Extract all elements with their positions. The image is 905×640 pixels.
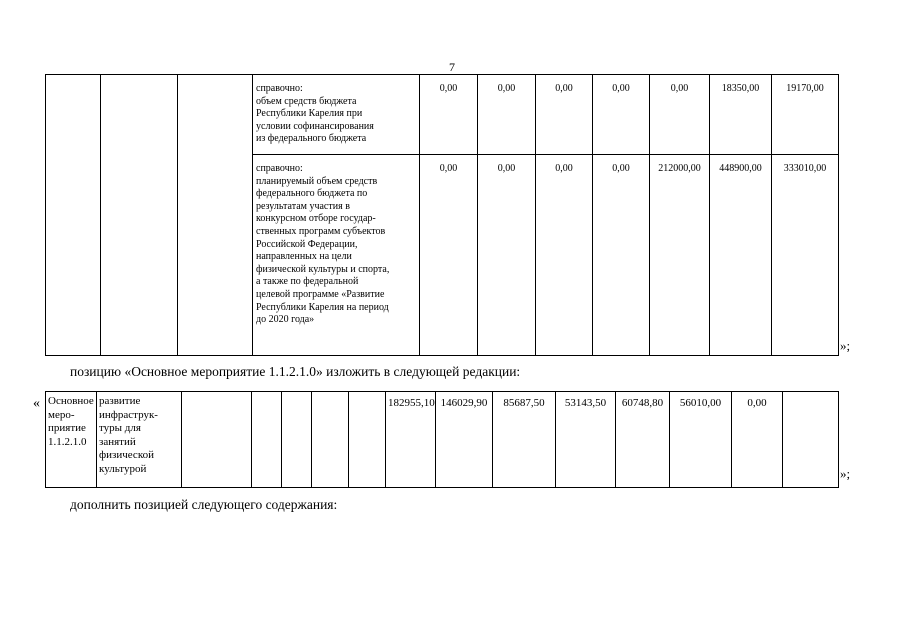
value-cell: 0,00 [732,392,783,488]
page-number: 7 [449,60,455,74]
opening-quote: « [33,396,40,411]
closing-quote: »; [840,466,851,481]
value-cell: 18350,00 [710,75,772,155]
value-cell: 333010,00 [772,155,839,356]
value-cell: 146029,90 [436,392,493,488]
value-cell: 0,00 [420,155,478,356]
empty-cell [101,75,178,356]
instruction-paragraph: дополнить позицией следующего содержания: [70,497,338,512]
value-cell: 0,00 [536,155,593,356]
activity-name: Основное меро- приятие 1.1.2.1.0 [46,392,97,488]
empty-cell [252,392,282,488]
empty-cell [282,392,312,488]
activity-table [45,391,839,488]
value-cell: 212000,00 [650,155,710,356]
empty-cell [178,75,253,356]
value-cell: 85687,50 [493,392,556,488]
empty-cell [312,392,349,488]
closing-quote: »; [840,338,851,353]
value-cell: 0,00 [478,155,536,356]
empty-cell [349,392,386,488]
value-cell: 0,00 [650,75,710,155]
value-cell: 53143,50 [556,392,616,488]
value-cell: 182955,10 [386,392,436,488]
table-row [46,392,839,488]
activity-description: развитие инфраструк- туры для занятий физической культурой [97,392,182,488]
value-cell: 56010,00 [670,392,732,488]
value-cell: 0,00 [593,75,650,155]
empty-cell [783,392,839,488]
value-cell: 0,00 [420,75,478,155]
table-row [46,75,839,155]
value-cell: 60748,80 [616,392,670,488]
empty-cell [46,75,101,356]
value-cell: 448900,00 [710,155,772,356]
empty-cell [182,392,252,488]
value-cell: 0,00 [593,155,650,356]
budget-table-continuation [45,74,839,356]
row-description: справочно: объем средств бюджета Республики Карелия при условии софинансирования из федерального бюджета [253,75,420,155]
row-description: справочно: планируемый объем средств федерального бюджета по результатам участия в конкурсном отборе государ- ственных программ субъектов Российской Федерации, направленных на цели физической культуры и спорта, а также по федеральной целевой программе «Развитие Республики Карелия на период до 2020 года» [253,155,420,356]
value-cell: 19170,00 [772,75,839,155]
value-cell: 0,00 [478,75,536,155]
instruction-paragraph: позицию «Основное мероприятие 1.1.2.1.0» изложить в следующей редакции: [70,364,521,379]
value-cell: 0,00 [536,75,593,155]
